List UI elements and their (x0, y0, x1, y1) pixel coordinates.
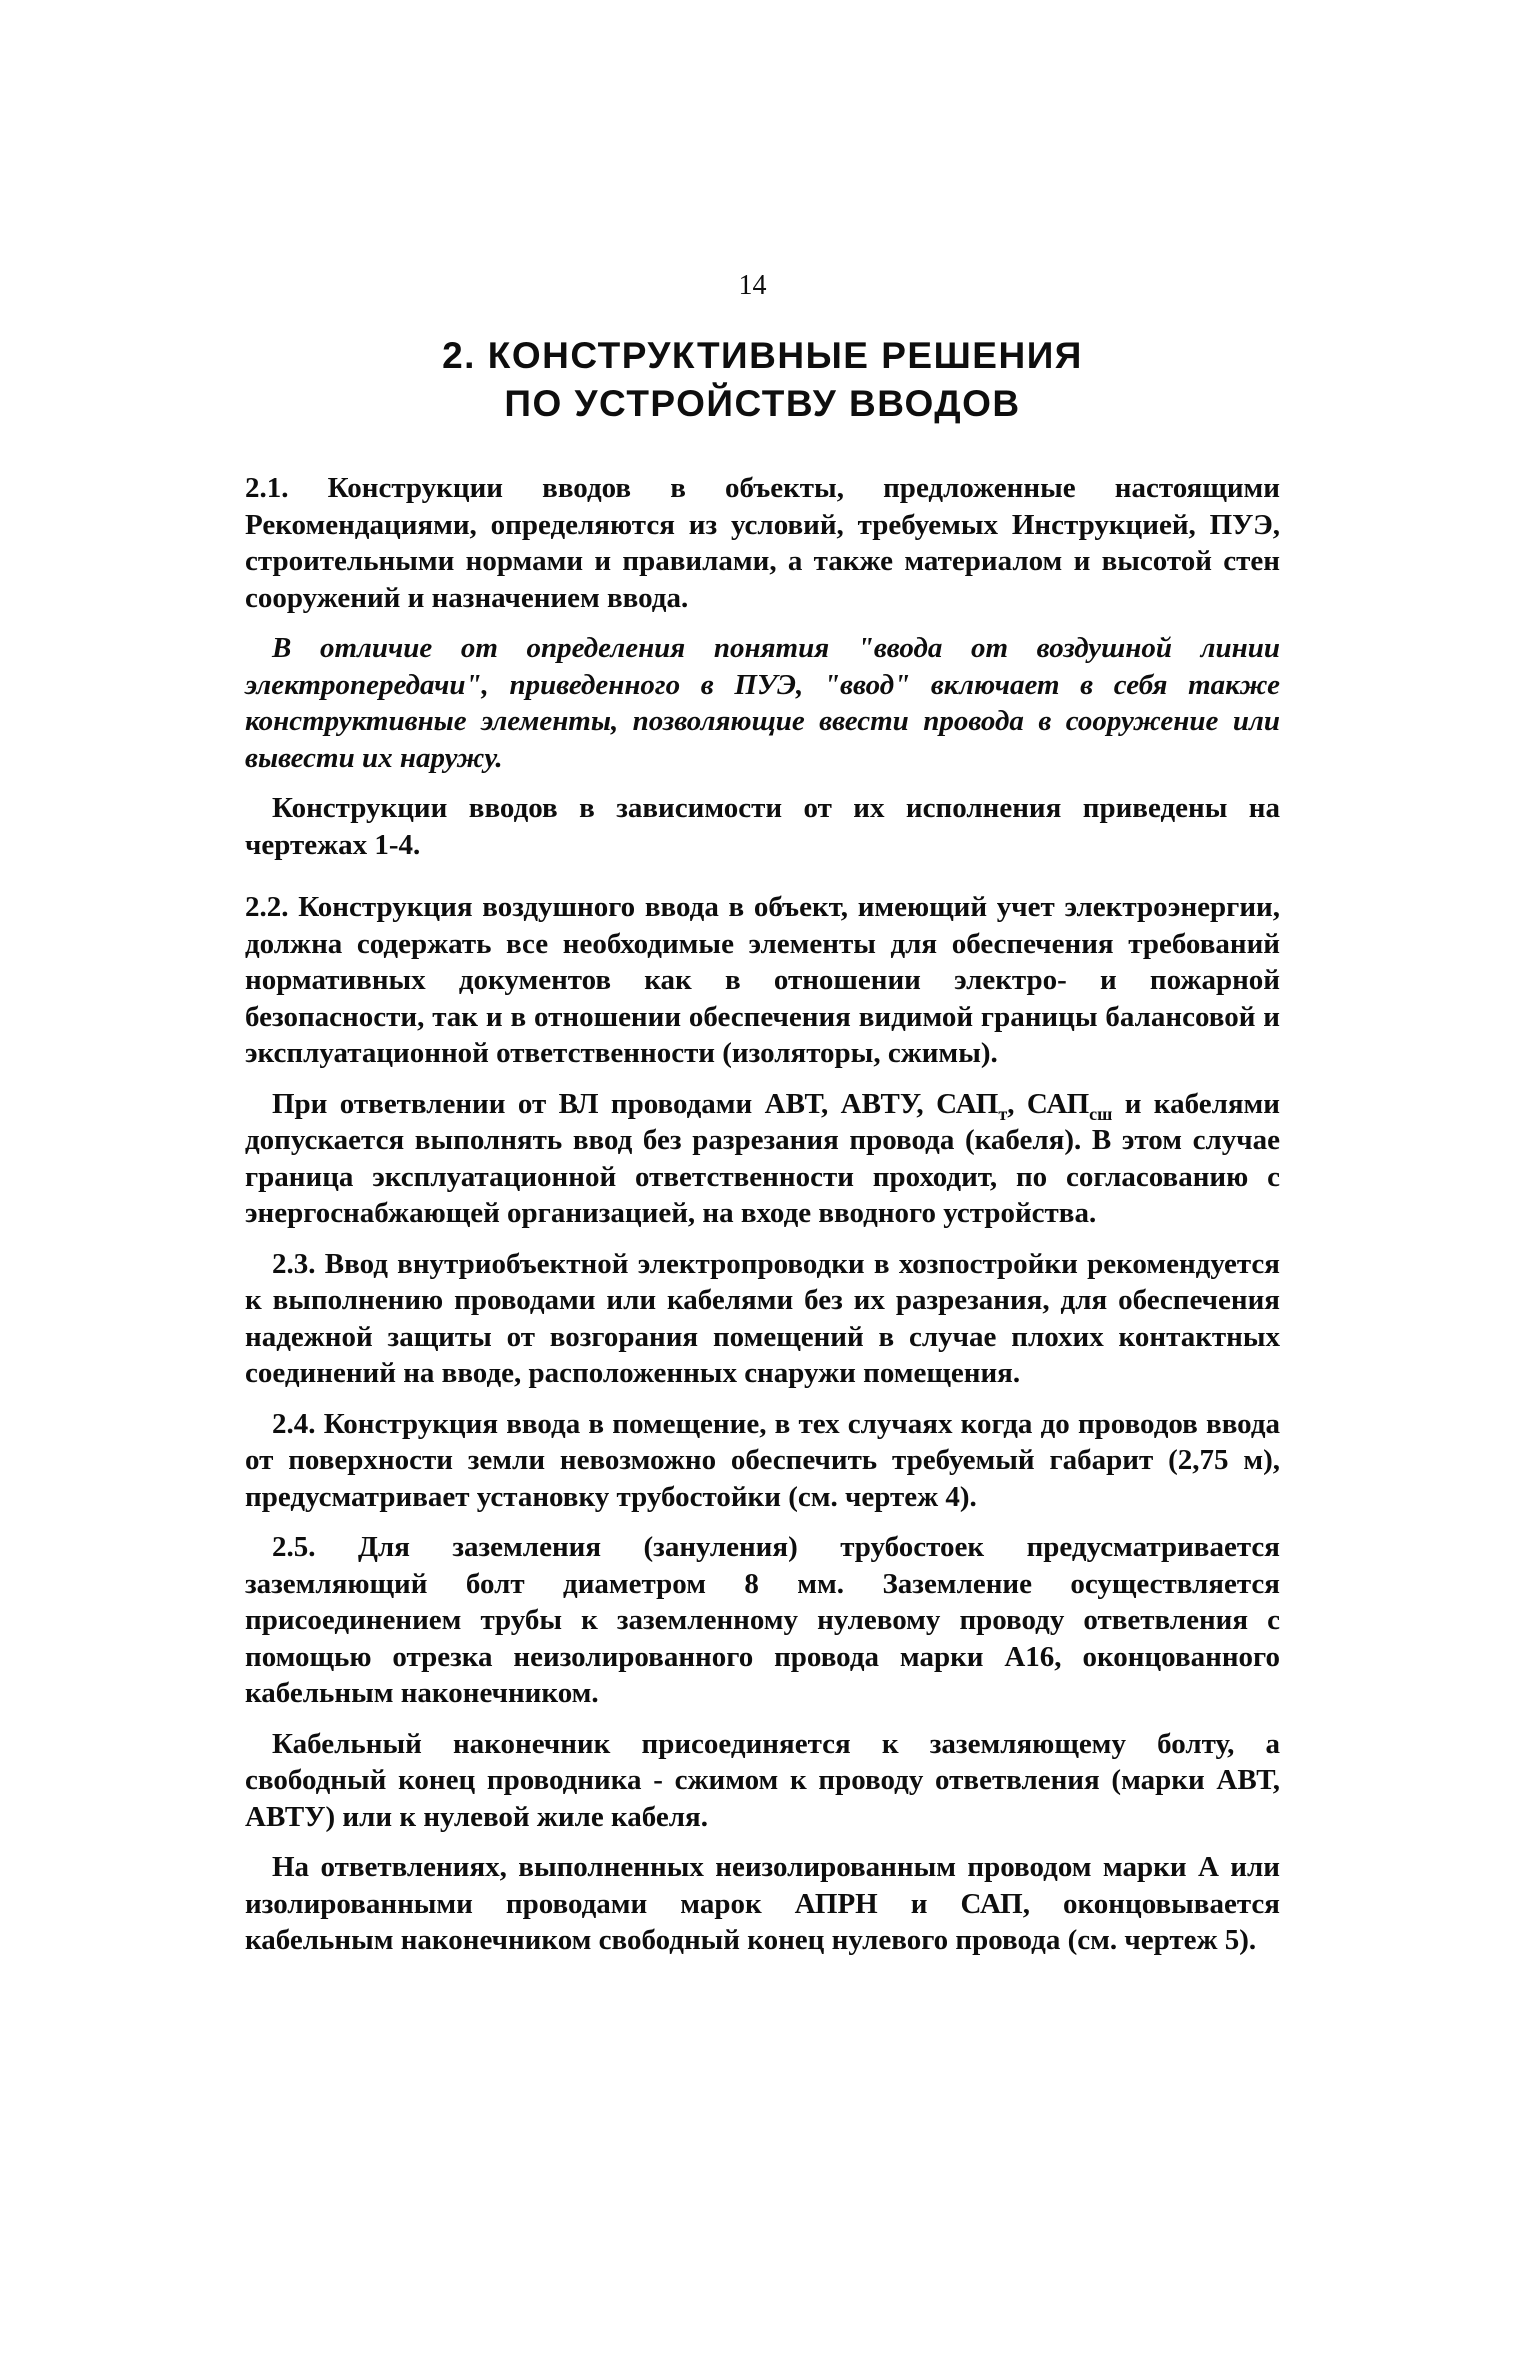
branch-text-mid: , САП (1007, 1087, 1090, 1120)
chapter-title-line-2: ПО УСТРОЙСТВУ ВВОДОВ (504, 383, 1021, 424)
paragraph-2-1: 2.1. Конструкции вводов в объекты, предложенные настоящими Рекомендациями, определяются из условий, требуемых Инструкцией, ПУЭ, строительными нормами и правилами, а также материалом и высотой стен сооружений и назначением ввода. (245, 472, 1280, 614)
chapter-title (245, 332, 1280, 428)
paragraph-2-5: 2.5. Для заземления (зануления) трубостоек предусматривается заземляющий болт диаметром 8 мм. Заземление осуществляется присоединением трубы к заземленному нулевому проводу ответвления с помощью отрезка неизолированного провода марки А16, оконцованного кабельным наконечником. (245, 1531, 1280, 1709)
paragraph-2-2: 2.2. Конструкция воздушного ввода в объект, имеющий учет электроэнергии, должна содержать все необходимые элементы для обеспечения требований нормативных документов как в отношении электро- и пожарной безопасности, так и в отношении обеспечения видимой границы балансовой и эксплуатационной ответственности (изоляторы, сжимы). (245, 891, 1280, 1069)
paragraph-2-3: 2.3. Ввод внутриобъектной электропроводки в хозпостройки рекомендуется к выполнению проводами или кабелями без их разрезания, для обеспечения надежной защиты от возгорания помещений в случае плохих контактных соединений на вводе, расположенных снаружи помещения. (245, 1247, 1280, 1389)
paragraph-2-1-drawings: Конструкции вводов в зависимости от их исполнения приведены на чертежах 1-4. (245, 792, 1280, 861)
subscript-sh: сш (1089, 1103, 1113, 1124)
branch-text-end: и кабелями допускается выполнять ввод без разрезания провода (кабеля). В этом случае граница эксплуатационной ответственности проходит, по согласованию с энергоснабжающей организацией, на входе вводного устройства. (245, 1087, 1280, 1229)
paragraph-2-5-last: На ответвлениях, выполненных неизолированным проводом марки А или изолированными проводами марок АПРН и САП, оконцовывается кабельным наконечником свободный конец нулевого провода (см. чертеж 5). (245, 1851, 1280, 1956)
paragraph-2-4: 2.4. Конструкция ввода в помещение, в тех случаях когда до проводов ввода от поверхности земли невозможно обеспечить требуемый габарит (2,75 м), предусматривает установку трубостойки (см. чертеж 4). (245, 1407, 1280, 1513)
paragraph-2-1-definition: В отличие от определения понятия "ввода от воздушной линии электропередачи", приведенного в ПУЭ, "ввод" включает в себя также конструктивные элементы, позволяющие ввести провода в сооружение или вывести их наружу. (245, 632, 1280, 774)
paragraph-2-2-branch (245, 1086, 1280, 1232)
branch-text-start: При ответвлении от ВЛ проводами АВТ, АВТУ, САП (272, 1087, 999, 1120)
document-page (245, 270, 1280, 1959)
page-number: 14 (738, 270, 767, 301)
paragraph-2-5-lug: Кабельный наконечник присоединяется к заземляющему болту, а свободный конец проводника - сжимом к проводу ответвления (марки АВТ, АВТУ) или к нулевой жиле кабеля. (245, 1727, 1280, 1833)
subscript-t: т (998, 1103, 1008, 1124)
chapter-title-line-1: 2. КОНСТРУКТИВНЫЕ РЕШЕНИЯ (442, 335, 1083, 376)
